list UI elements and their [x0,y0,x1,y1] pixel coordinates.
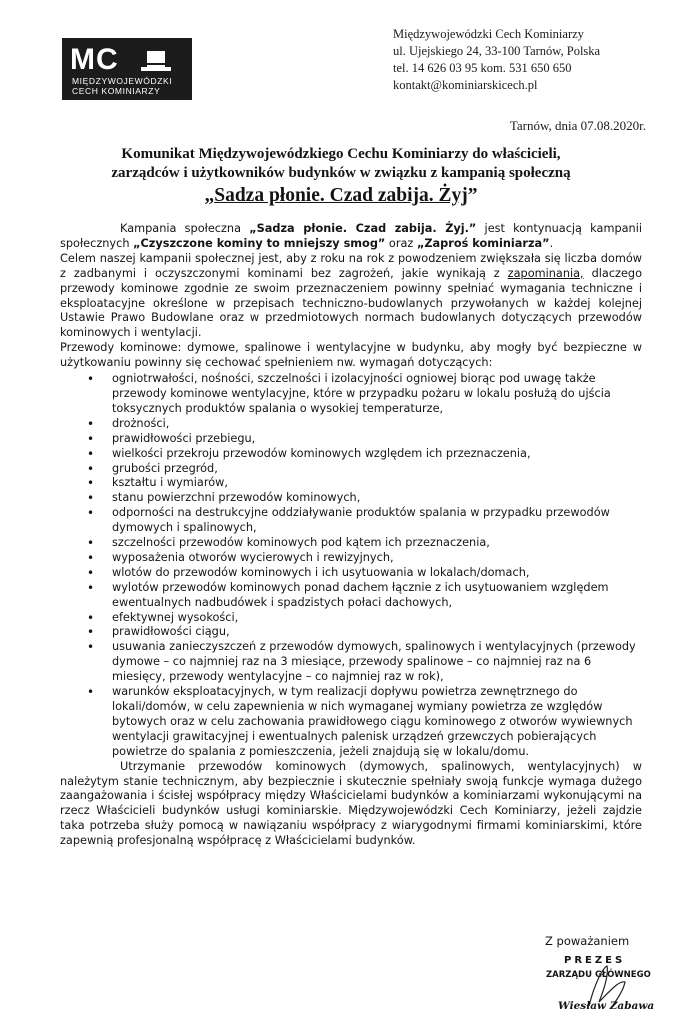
document-body [60,222,642,849]
greeting: Z poważaniem [545,934,630,948]
title-line-2: zarządców i użytkowników budynków w związku z kampanią społeczną [111,165,571,181]
list-item: • usuwania zanieczyszczeń z przewodów dymowych, spalinowych i wentylacyjnych (przewody dymowe – co najmniej raz na 3 miesiące, przewody spalinowe – co najmniej raz na 6 miesięcy, przewody wentylacyjne – co najmniej raz w rok), [60,640,642,685]
underlined-word: zapominania, [507,266,584,280]
signatory-subtitle: ZARZĄDU GŁÓWNEGO [546,970,651,980]
document-title [50,145,632,208]
document-date: Tarnów, dnia 07.08.2020r. [509,118,646,133]
intro-paragraph-3: Przewody kominowe: dymowe, spalinowe i wentylacyjne w budynku, aby mogły być bezpieczne w użytkowaniu powinny się cechować spełnieniem nw. wymagań dotyczących: [60,341,642,370]
list-item: • wyposażenia otworów wycierowych i rewizyjnych, [60,551,642,566]
top-hat-icon [138,48,174,76]
logo-mark: MC [70,43,119,76]
sender-address [393,26,600,94]
text-run: dlaczego przewody kominowe zgodnie ze swoim przeznaczeniem powinny spełniać wymagania techniczne i eksploatacyjne określone w przepisach techniczno-budowlanych przywołanych w każdej kolejnej Ustawie Prawo Budowlane oraz w przedmiotowych normach budowlanych dotyczących przewodów kominowych i wentylacji. [60,266,642,340]
list-item: • ogniotrwałości, nośności, szczelności i izolacyjności ogniowej biorąc pod uwagę także przewody kominowe wentylacyjne, które w przypadku pożaru w lokalu posłużą do ujścia toksycznych produktów spalania o wysokiej temperaturze, [60,372,642,417]
signatory-title: PREZES [564,955,626,966]
list-item: • wylotów przewodów kominowych ponad dachem łącznie z ich usytuowaniem względem ewentualnych nadbudówek i spadzistych połaci dachowych, [60,581,642,611]
requirements-list [60,372,642,760]
campaign-slogan [50,184,632,208]
list-item: • szczelności przewodów kominowych pod kątem ich przeznaczenia, [60,536,642,551]
organization-logo [62,38,192,100]
slogan-close-quote: ” [467,185,478,206]
list-item: • warunków eksploatacyjnych, w tym realizacji dopływu powietrza zewnętrznego do lokali/domów, w celu zapewnienia w nich wymaganej wymiany powietrza ze względów bytowych oraz w celu zachowania prawidłowego ciągu kominowego z otworów wywiewnych wentylacji grawitacyjnej i ewentualnych palenisk urządzeń grzewczych pobierających powietrze do spalania z pomieszczenia, jeżeli znajdują się w lokalu/domu. [60,685,642,760]
list-item: • efektywnej wysokości, [60,611,642,626]
slogan-text: Sadza płonie. Czad zabija. Żyj [214,185,468,206]
list-item: • kształtu i wymiarów, [60,476,642,491]
text-run: oraz [385,236,417,250]
text-run: Kampania społeczna [120,222,250,235]
title-line-1: Komunikat Międzywojewódzkiego Cechu Kominiarzy do właścicieli, [121,146,561,162]
text-run: . [549,236,554,250]
list-item: • wielkości przekroju przewodów kominowych względem ich przeznaczenia, [60,447,642,462]
list-item: • odporności na destrukcyjne oddziaływanie produktów spalania w przypadku przewodów dymowych i spalinowych, [60,506,642,536]
list-item: • grubości przegród, [60,462,642,477]
text-run: Celem naszej kampanii społecznej jest, aby z roku na rok z powodzeniem zwiększała się liczba domów z zadbanymi i oczyszczonymi kominami bez zagrożeń, jakie wynikają z [60,251,642,280]
sender-phone: tel. 14 626 03 95 kom. 531 650 650 [393,61,572,75]
list-item: • wlotów do przewodów kominowych i ich usytuowania w lokalach/domach, [60,566,642,581]
sender-email[interactable]: kontakt@kominiarskicech.pl [393,78,538,92]
slogan-open-quote: „ [204,185,215,206]
logo-text-line2: CECH KOMINIARZY [72,86,161,96]
sender-street: ul. Ujejskiego 24, 33-100 Tarnów, Polska [393,44,601,58]
sender-name: Międzywojewódzki Cech Kominiarzy [393,27,584,41]
logo-text-line1: MIĘDZYWOJEWÓDZKI [72,76,173,86]
list-item: • stanu powierzchni przewodów kominowych, [60,491,642,506]
list-item: • prawidłowości ciągu, [60,625,642,640]
intro-paragraph-2 [60,252,642,341]
text-run: jest kontynuacją kampanii społecznych [60,222,642,250]
intro-paragraph-1 [60,222,642,252]
campaign-name: „Sadza płonie. Czad zabija. Żyj.” [249,222,477,235]
previous-campaign-name: „Czyszczone kominy to mniejszy smog” [133,236,386,250]
list-item: • drożności, [60,417,642,432]
list-item: • prawidłowości przebiegu, [60,432,642,447]
closing-paragraph: Utrzymanie przewodów kominowych (dymowych, spalinowych, wentylacyjnych) w należytym stanie technicznym, aby bezpiecznie i skutecznie spełniały swoją funkcje wymaga dużego zaangażowania i ścisłej współpracy między Właścicielami budynków a kominiarzami wykonującymi na rzecz Właścicieli budynków usługi kominiarskie. Międzywojewódzki Cech Kominiarzy, jeżeli zajdzie taka potrzeba służy pomocą w nawiązaniu współpracy z wiarygodnymi firmami kominiarskimi, które zapewnią profesjonalną współpracę z Właścicielami budynków. [60,759,642,848]
previous-campaign-name: „Zaproś kominiarza” [416,236,550,250]
signatory-name: Wiesław Zabawa [558,1000,655,1012]
